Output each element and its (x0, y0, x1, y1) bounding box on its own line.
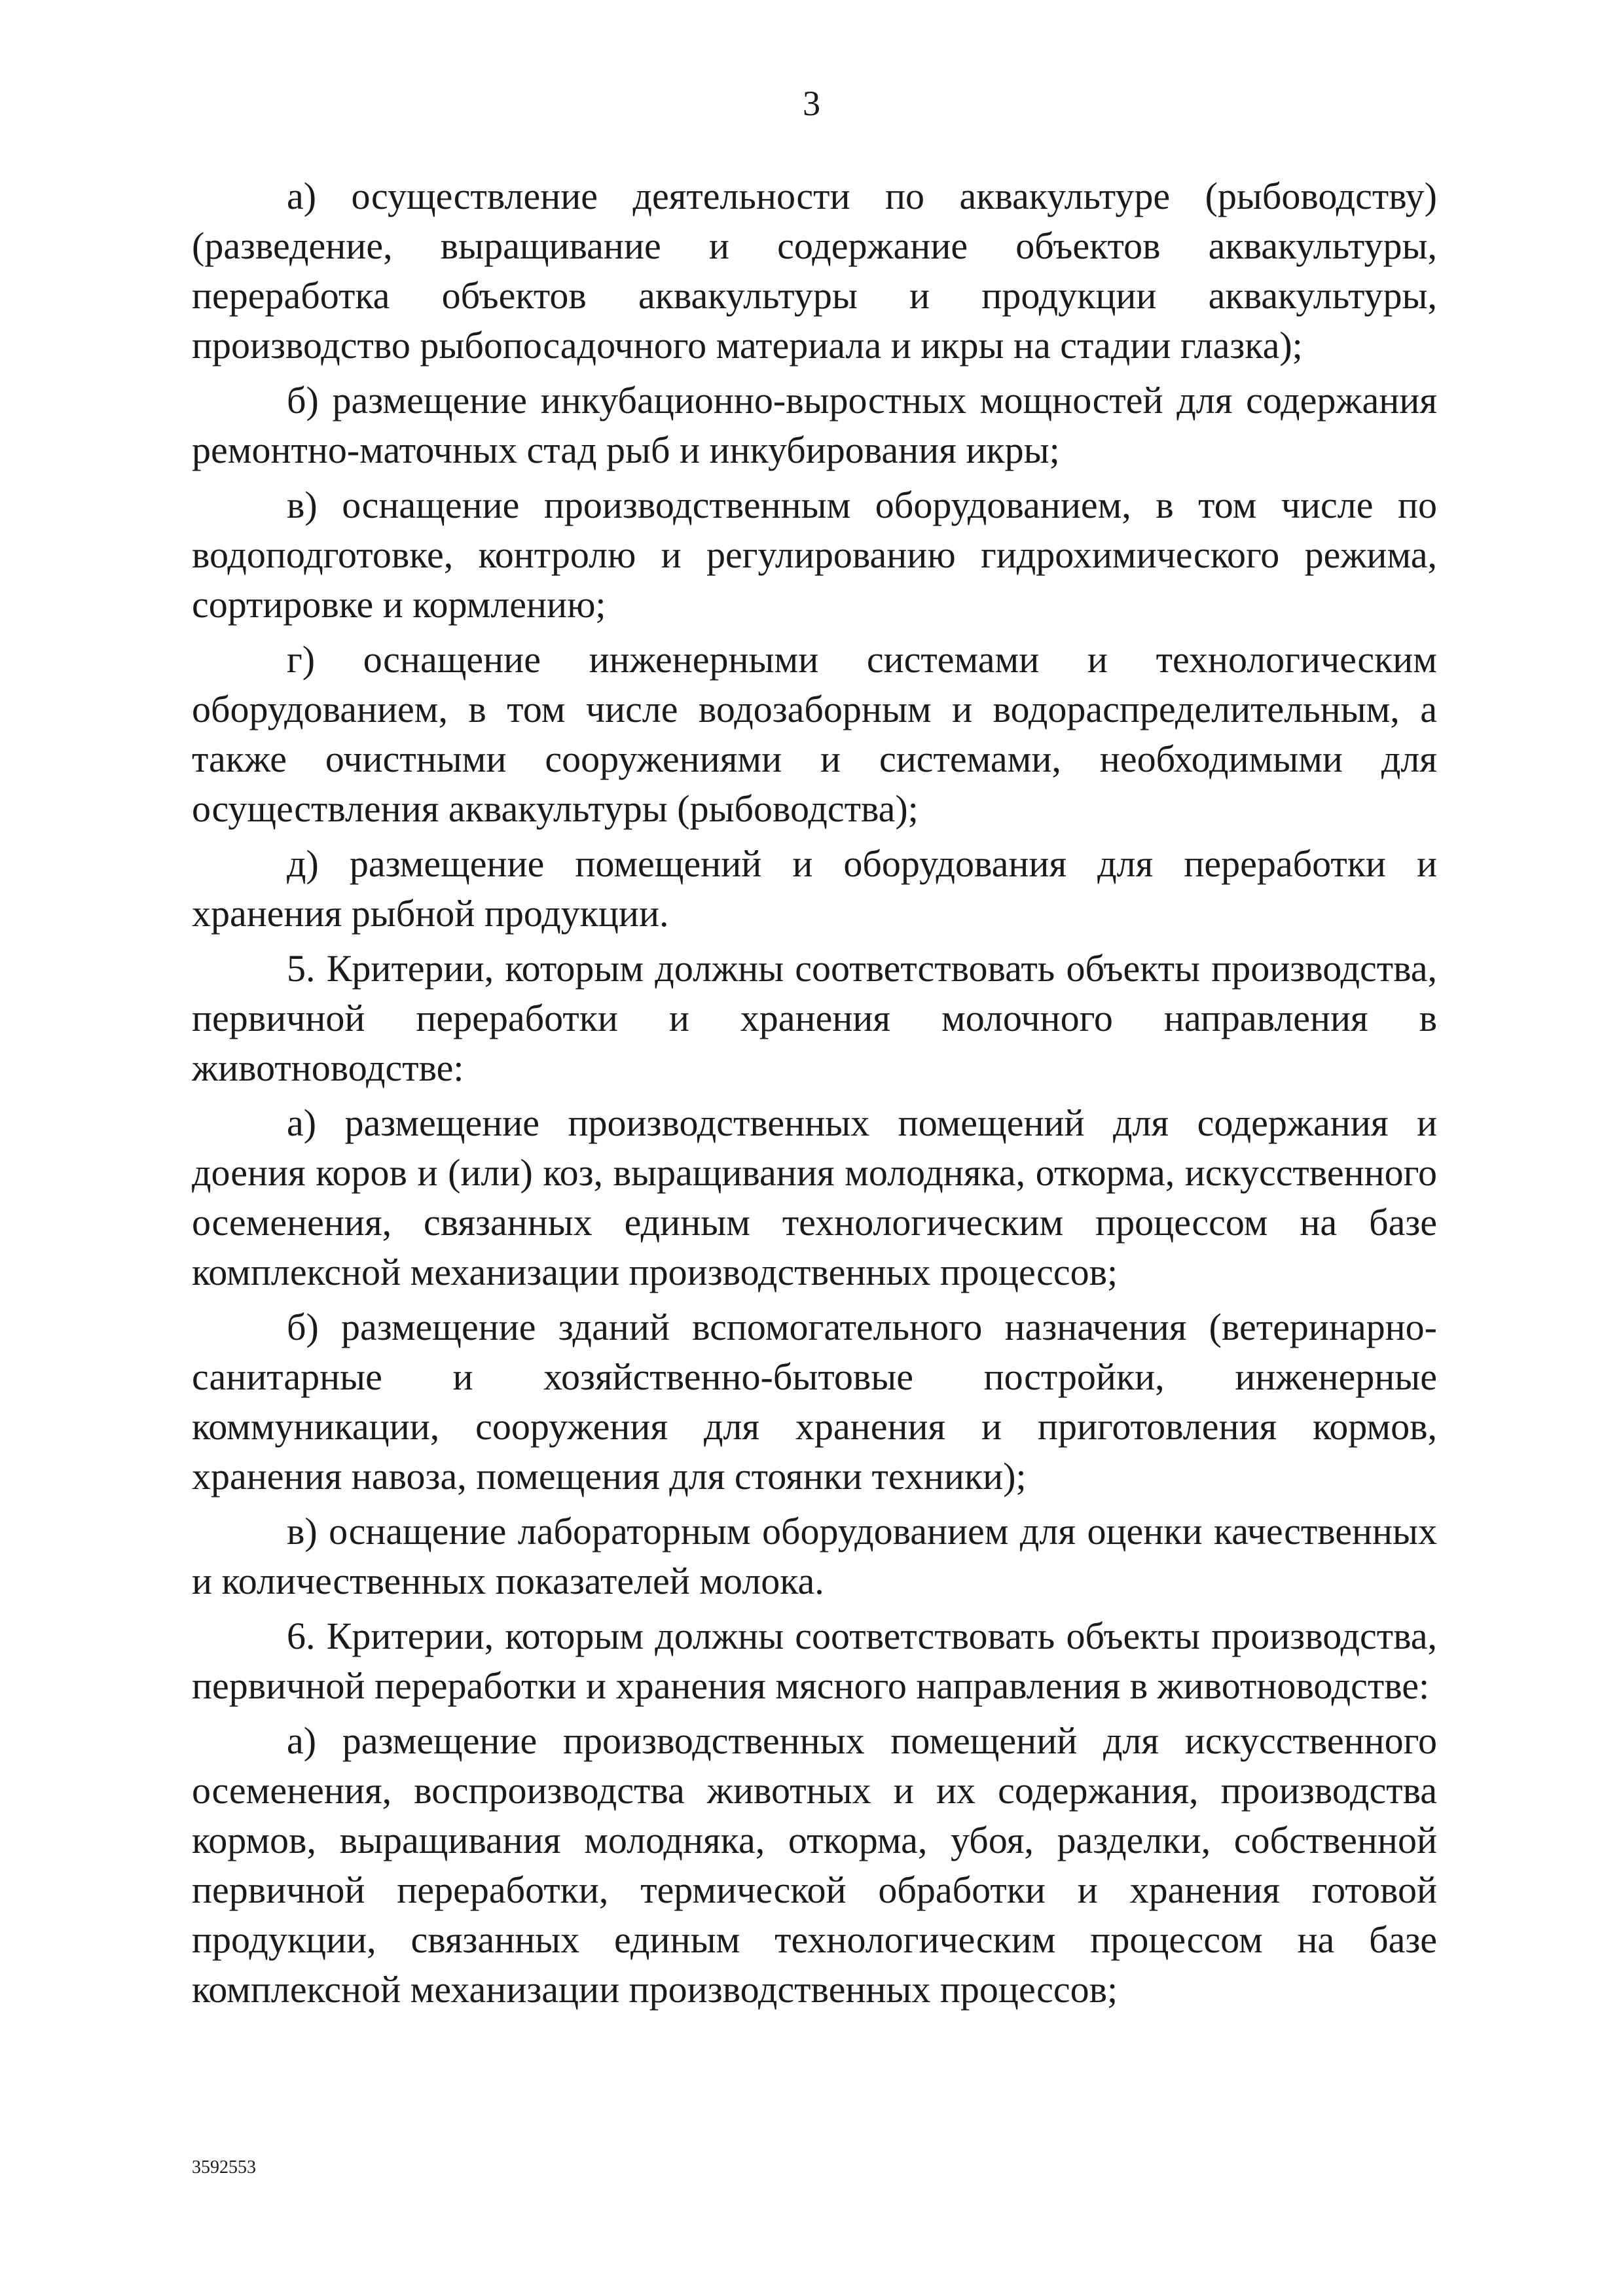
paragraph-v-equipment: в) оснащение производственным оборудованием, в том числе по водоподготовке, контролю и регулированию гидрохимического режима, сортировке и кормлению; (192, 484, 1437, 626)
paragraph-5a-production-premises: а) размещение производственных помещений для содержания и доения коров и (или) коз, выращивания молодняка, откорма, искусственного осеменения, связанных единым технологическим процессом на базе комплексной механизации производственных процессов; (192, 1102, 1437, 1293)
document-code: 3592553 (192, 2157, 256, 2178)
paragraph-d-storage: д) размещение помещений и оборудования для переработки и хранения рыбной продукции. (192, 842, 1437, 935)
paragraph-g-engineering: г) оснащение инженерными системами и технологическим оборудованием, в том числе водозаборным и водораспределительным, а также очистными сооружениями и системами, необходимыми для осуществления аквакультуры (рыбоводства); (192, 638, 1437, 830)
paragraph-5v-laboratory: в) оснащение лабораторным оборудованием для оценки качественных и количественных показателей молока. (192, 1510, 1437, 1602)
document-body (192, 171, 1437, 2020)
paragraph-b-incubation: б) размещение инкубационно-выростных мощностей для содержания ремонтно-маточных стад рыб и инкубирования икры; (192, 379, 1437, 471)
paragraph-6a-production-premises: а) размещение производственных помещений для искусственного осеменения, воспроизводства животных и их содержания, производства кормов, выращивания молодняка, откорма, убоя, разделки, собственной первичной переработки, термической обработки и хранения готовой продукции, связанных единым технологическим процессом на базе комплексной механизации производственных процессов; (192, 1719, 1437, 2011)
paragraph-6-meat-criteria: 6. Критерии, которым должны соответствовать объекты производства, первичной переработки и хранения мясного направления в животноводстве: (192, 1615, 1437, 1707)
paragraph-a-aquaculture: а) осуществление деятельности по аквакультуре (рыбоводству) (разведение, выращивание и содержание объектов аквакультуры, переработка объектов аквакультуры и продукции аквакультуры, производство рыбопосадочного материала и икры на стадии глазка); (192, 175, 1437, 367)
paragraph-5b-auxiliary-buildings: б) размещение зданий вспомогательного назначения (ветеринарно-санитарные и хозяйственно-бытовые постройки, инженерные коммуникации, сооружения для хранения и приготовления кормов, хранения навоза, помещения для стоянки техники); (192, 1306, 1437, 1498)
page-number: 3 (803, 84, 820, 123)
paragraph-5-dairy-criteria: 5. Критерии, которым должны соответствовать объекты производства, первичной переработки и хранения молочного направления в животноводстве: (192, 947, 1437, 1089)
